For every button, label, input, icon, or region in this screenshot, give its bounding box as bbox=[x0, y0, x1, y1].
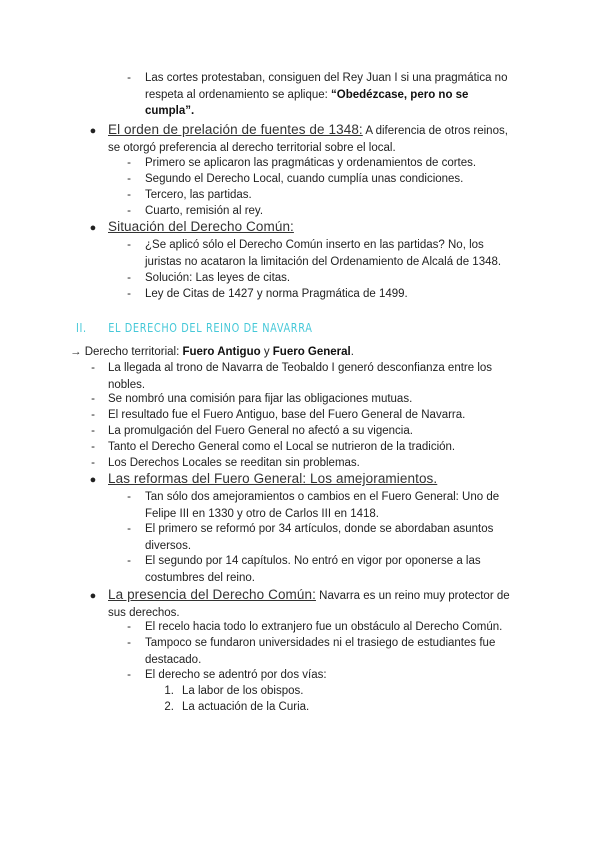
section-heading bbox=[76, 320, 313, 337]
territorial-prefix: Derecho territorial: bbox=[81, 346, 183, 358]
heading-presencia-text: Navarra es un reino muy protector de bbox=[315, 590, 510, 602]
heading-presencia-text2: sus derechos. bbox=[108, 606, 180, 619]
list-item-text: destacado. bbox=[145, 653, 202, 666]
list-item-text: Ley de Citas de 1427 y norma Pragmática de 1499. bbox=[145, 288, 408, 300]
list-item-text: La promulgación del Fuero General no afectó a su vigencia. bbox=[108, 425, 413, 437]
dash-marker: - bbox=[127, 523, 131, 535]
dash-marker: - bbox=[127, 555, 131, 567]
list-item-text: nobles. bbox=[108, 378, 146, 391]
list-item-text: Las cortes protestaban, consiguen del Rey Juan I si una pragmática no bbox=[145, 72, 508, 84]
dash-marker: - bbox=[127, 205, 131, 217]
dash-marker: - bbox=[91, 425, 95, 437]
list-item-text: Tanto el Derecho General como el Local se nutrieron de la tradición. bbox=[108, 441, 456, 453]
list-item-text: ¿Se aplicó sólo el Derecho Común inserto en las partidas? No, los bbox=[145, 239, 484, 251]
list-item-text: Cuarto, remisión al rey. bbox=[145, 205, 264, 217]
dash-marker: - bbox=[91, 457, 95, 469]
bullet-marker: ● bbox=[89, 474, 97, 486]
dash-marker: - bbox=[91, 393, 95, 405]
list-item-text: costumbres del reino. bbox=[145, 571, 255, 584]
bullet-marker: ● bbox=[89, 222, 97, 234]
list-item-text: El recelo hacia todo lo extranjero fue un obstáculo al Derecho Común. bbox=[145, 621, 503, 633]
dash-marker: - bbox=[127, 239, 131, 251]
list-item-text: diversos. bbox=[145, 539, 192, 552]
section-title-text: EL DERECHO DEL REINO DE NAVARRA bbox=[108, 320, 313, 335]
heading-orden-text2: se otorgó preferencia al derecho territorial sobre el local. bbox=[108, 141, 396, 154]
heading-orden-text: A diferencia de otros reinos, bbox=[362, 125, 508, 137]
fuero-general: Fuero General bbox=[272, 346, 351, 358]
numbered-item-text: La labor de los obispos. bbox=[182, 685, 304, 697]
list-item-text: Segundo el Derecho Local, cuando cumplía unas condiciones. bbox=[145, 173, 464, 185]
heading-situacion: Situación del Derecho Común: bbox=[108, 219, 294, 234]
territorial-mid: y bbox=[260, 346, 273, 358]
dash-marker: - bbox=[91, 362, 95, 374]
list-item-text: El segundo por 14 capítulos. No entró en vigor por oponerse a las bbox=[145, 555, 481, 567]
dash-marker: - bbox=[127, 621, 131, 633]
list-item-text: Tan sólo dos amejoramientos o cambios en el Fuero General: Uno de bbox=[145, 491, 500, 503]
dash-marker: - bbox=[127, 288, 131, 300]
dash-marker: - bbox=[127, 491, 131, 503]
fuero-antiguo: Fuero Antiguo bbox=[182, 346, 261, 358]
number-marker: 2. bbox=[164, 701, 174, 713]
list-item-text: Se nombró una comisión para fijar las obligaciones mutuas. bbox=[108, 393, 413, 405]
dash-marker: - bbox=[127, 173, 131, 185]
list-item-text: Solución: Las leyes de citas. bbox=[145, 272, 291, 284]
list-item-text: juristas no acataron la limitación del Ordenamiento de Alcalá de 1348. bbox=[145, 255, 502, 268]
list-item-text: Primero se aplicaron las pragmáticas y ordenamientos de cortes. bbox=[145, 157, 477, 169]
list-item-text: Tampoco se fundaron universidades ni el trasiego de estudiantes fue bbox=[145, 637, 496, 649]
list-item-text: El resultado fue el Fuero Antiguo, base del Fuero General de Navarra. bbox=[108, 409, 466, 421]
dash-marker: - bbox=[127, 272, 131, 284]
list-item-text: respeta al ordenamiento se aplique: bbox=[145, 88, 332, 101]
dash-marker: - bbox=[127, 637, 131, 649]
bullet-marker: ● bbox=[89, 125, 97, 137]
bullet-marker: ● bbox=[89, 590, 97, 602]
arrow-icon: → bbox=[70, 346, 82, 358]
list-item-text: Los Derechos Locales se reeditan sin problemas. bbox=[108, 457, 360, 469]
heading-reformas: Las reformas del Fuero General: Los amejoramientos. bbox=[108, 471, 438, 486]
bold-quote-end: cumpla”. bbox=[145, 105, 195, 117]
list-item-text: El primero se reformó por 34 artículos, donde se abordaban asuntos bbox=[145, 523, 494, 535]
section-numeral: II. bbox=[76, 320, 87, 335]
dash-marker: - bbox=[91, 441, 95, 453]
list-item-text: Tercero, las partidas. bbox=[145, 189, 252, 201]
dash-marker: - bbox=[127, 72, 131, 84]
dash-marker: - bbox=[127, 669, 131, 681]
list-item-text: Felipe III en 1330 y otro de Carlos III en 1418. bbox=[145, 507, 379, 520]
heading-orden: El orden de prelación de fuentes de 1348: bbox=[108, 122, 363, 137]
territorial-line bbox=[70, 344, 354, 361]
territorial-end: . bbox=[350, 346, 354, 358]
heading-presencia: La presencia del Derecho Común: bbox=[108, 587, 316, 602]
numbered-item-text: La actuación de la Curia. bbox=[182, 701, 310, 713]
list-item-text: El derecho se adentró por dos vías: bbox=[145, 669, 327, 681]
dash-marker: - bbox=[127, 189, 131, 201]
list-item-text: La llegada al trono de Navarra de Teobaldo I generó desconfianza entre los bbox=[108, 362, 493, 374]
number-marker: 1. bbox=[164, 685, 174, 697]
dash-marker: - bbox=[127, 157, 131, 169]
bold-quote: “Obedézcase, pero no se bbox=[331, 88, 469, 101]
dash-marker: - bbox=[91, 409, 95, 421]
